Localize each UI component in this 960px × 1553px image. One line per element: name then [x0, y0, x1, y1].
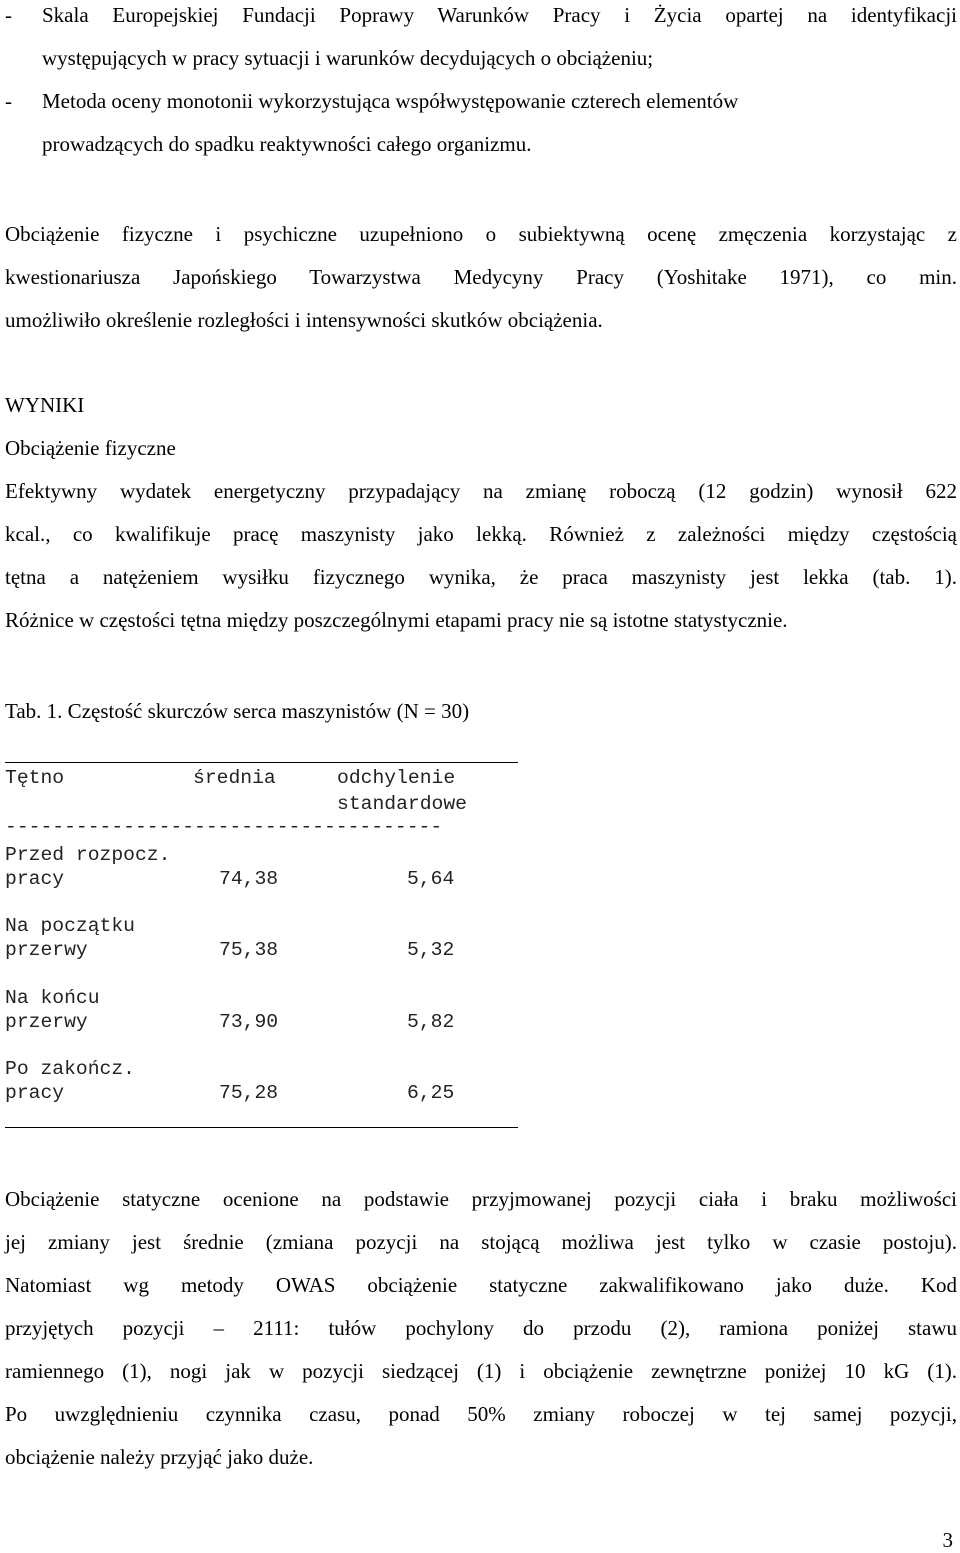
- paragraph-static-load: [5, 1178, 957, 1479]
- table-header-mean: średnia: [193, 767, 276, 789]
- paragraph-line: jej zmiany jest średnie (zmiana pozycji na stojącą możliwa jest tylko w czasie postoju).: [5, 1230, 957, 1254]
- section-heading: WYNIKI: [5, 393, 85, 417]
- paragraph-line: ramiennego (1), nogi jak w pozycji siedzącej (1) i obciążenie zewnętrzne poniżej 10 kG (1).: [5, 1359, 957, 1383]
- paragraph-line: kwestionariusza Japońskiego Towarzystwa Medycyny Pracy (Yoshitake 1971), co min.: [5, 265, 957, 289]
- table-header-sd-line2: standardowe: [337, 793, 467, 815]
- table-row-label: Na końcu: [5, 987, 100, 1009]
- table-cell-mean: 74,38: [219, 868, 279, 890]
- list-item-line: Skala Europejskiej Fundacji Poprawy Warunków Pracy i Życia opartej na identyfikacji: [42, 3, 957, 27]
- table-cell-mean: 75,28: [219, 1082, 279, 1104]
- list-item-line: prowadzących do spadku reaktywności całego organizmu.: [42, 132, 532, 156]
- paragraph-line: Różnice w częstości tętna między poszczególnymi etapami pracy nie są istotne statystycznie.: [5, 608, 788, 632]
- subheading: Obciążenie fizyczne: [5, 436, 176, 460]
- table-row-label: pracy: [5, 1082, 65, 1104]
- paragraph-line: Efektywny wydatek energetyczny przypadający na zmianę roboczą (12 godzin) wynosił 622: [5, 479, 957, 503]
- table-row-label: Przed rozpocz.: [5, 844, 171, 866]
- table-row-label: pracy: [5, 868, 65, 890]
- table-header-pulse: Tętno: [5, 767, 65, 789]
- bullet-list: [5, 0, 957, 166]
- table-row-label: przerwy: [5, 1011, 88, 1033]
- table-row-label: Po zakończ.: [5, 1058, 135, 1080]
- table-header-sd: odchylenie: [337, 767, 456, 789]
- table-row-label: przerwy: [5, 939, 88, 961]
- list-dash: -: [5, 3, 12, 27]
- list-dash: -: [5, 89, 12, 113]
- list-item-line: występujących w pracy sytuacji i warunków decydujących o obciążeniu;: [42, 46, 654, 70]
- table-cell-mean: 73,90: [219, 1011, 279, 1033]
- table-cell-sd: 5,64: [407, 868, 455, 890]
- table-caption: Tab. 1. Częstość skurczów serca maszynistów (N = 30): [5, 699, 470, 723]
- paragraph-line: Obciążenie fizyczne i psychiczne uzupełniono o subiektywną ocenę zmęczenia korzystając z: [5, 222, 957, 246]
- list-item: [5, 80, 957, 166]
- paragraph-fatigue-assessment: [5, 213, 957, 342]
- paragraph-line: umożliwiło określenie rozległości i intensywności skutków obciążenia.: [5, 308, 603, 332]
- table-cell-sd: 6,25: [407, 1082, 455, 1104]
- paragraph-line: Natomiast wg metody OWAS obciążenie statyczne zakwalifikowano jako duże. Kod: [5, 1273, 957, 1297]
- table-bottom-rule: [5, 1127, 518, 1128]
- table-cell-sd: 5,32: [407, 939, 455, 961]
- table-row-label: Na początku: [5, 915, 135, 937]
- table-cell-sd: 5,82: [407, 1011, 455, 1033]
- paragraph-line: Po uwzględnieniu czynnika czasu, ponad 50% zmiany roboczej w tej samej pozycji,: [5, 1402, 957, 1426]
- table-top-rule: [5, 762, 518, 763]
- page-number: 3: [942, 1528, 953, 1552]
- table-dashed-rule: -------------------------------------: [5, 816, 443, 838]
- table-cell-mean: 75,38: [219, 939, 279, 961]
- paragraph-line: Obciążenie statyczne ocenione na podstawie przyjmowanej pozycji ciała i braku możliwości: [5, 1187, 957, 1211]
- paragraph-line: tętna a natężeniem wysiłku fizycznego wynika, że praca maszynisty jest lekka (tab. 1).: [5, 565, 957, 589]
- paragraph-physical-load: [5, 470, 957, 642]
- paragraph-line: przyjętych pozycji – 2111: tułów pochylony do przodu (2), ramiona poniżej stawu: [5, 1316, 957, 1340]
- paragraph-line: kcal., co kwalifikuje pracę maszynisty jako lekką. Również z zależności między częstością: [5, 522, 957, 546]
- list-item: [5, 0, 957, 80]
- paragraph-line: obciążenie należy przyjąć jako duże.: [5, 1445, 314, 1469]
- list-item-line: Metoda oceny monotonii wykorzystująca współwystępowanie czterech elementów: [42, 89, 739, 113]
